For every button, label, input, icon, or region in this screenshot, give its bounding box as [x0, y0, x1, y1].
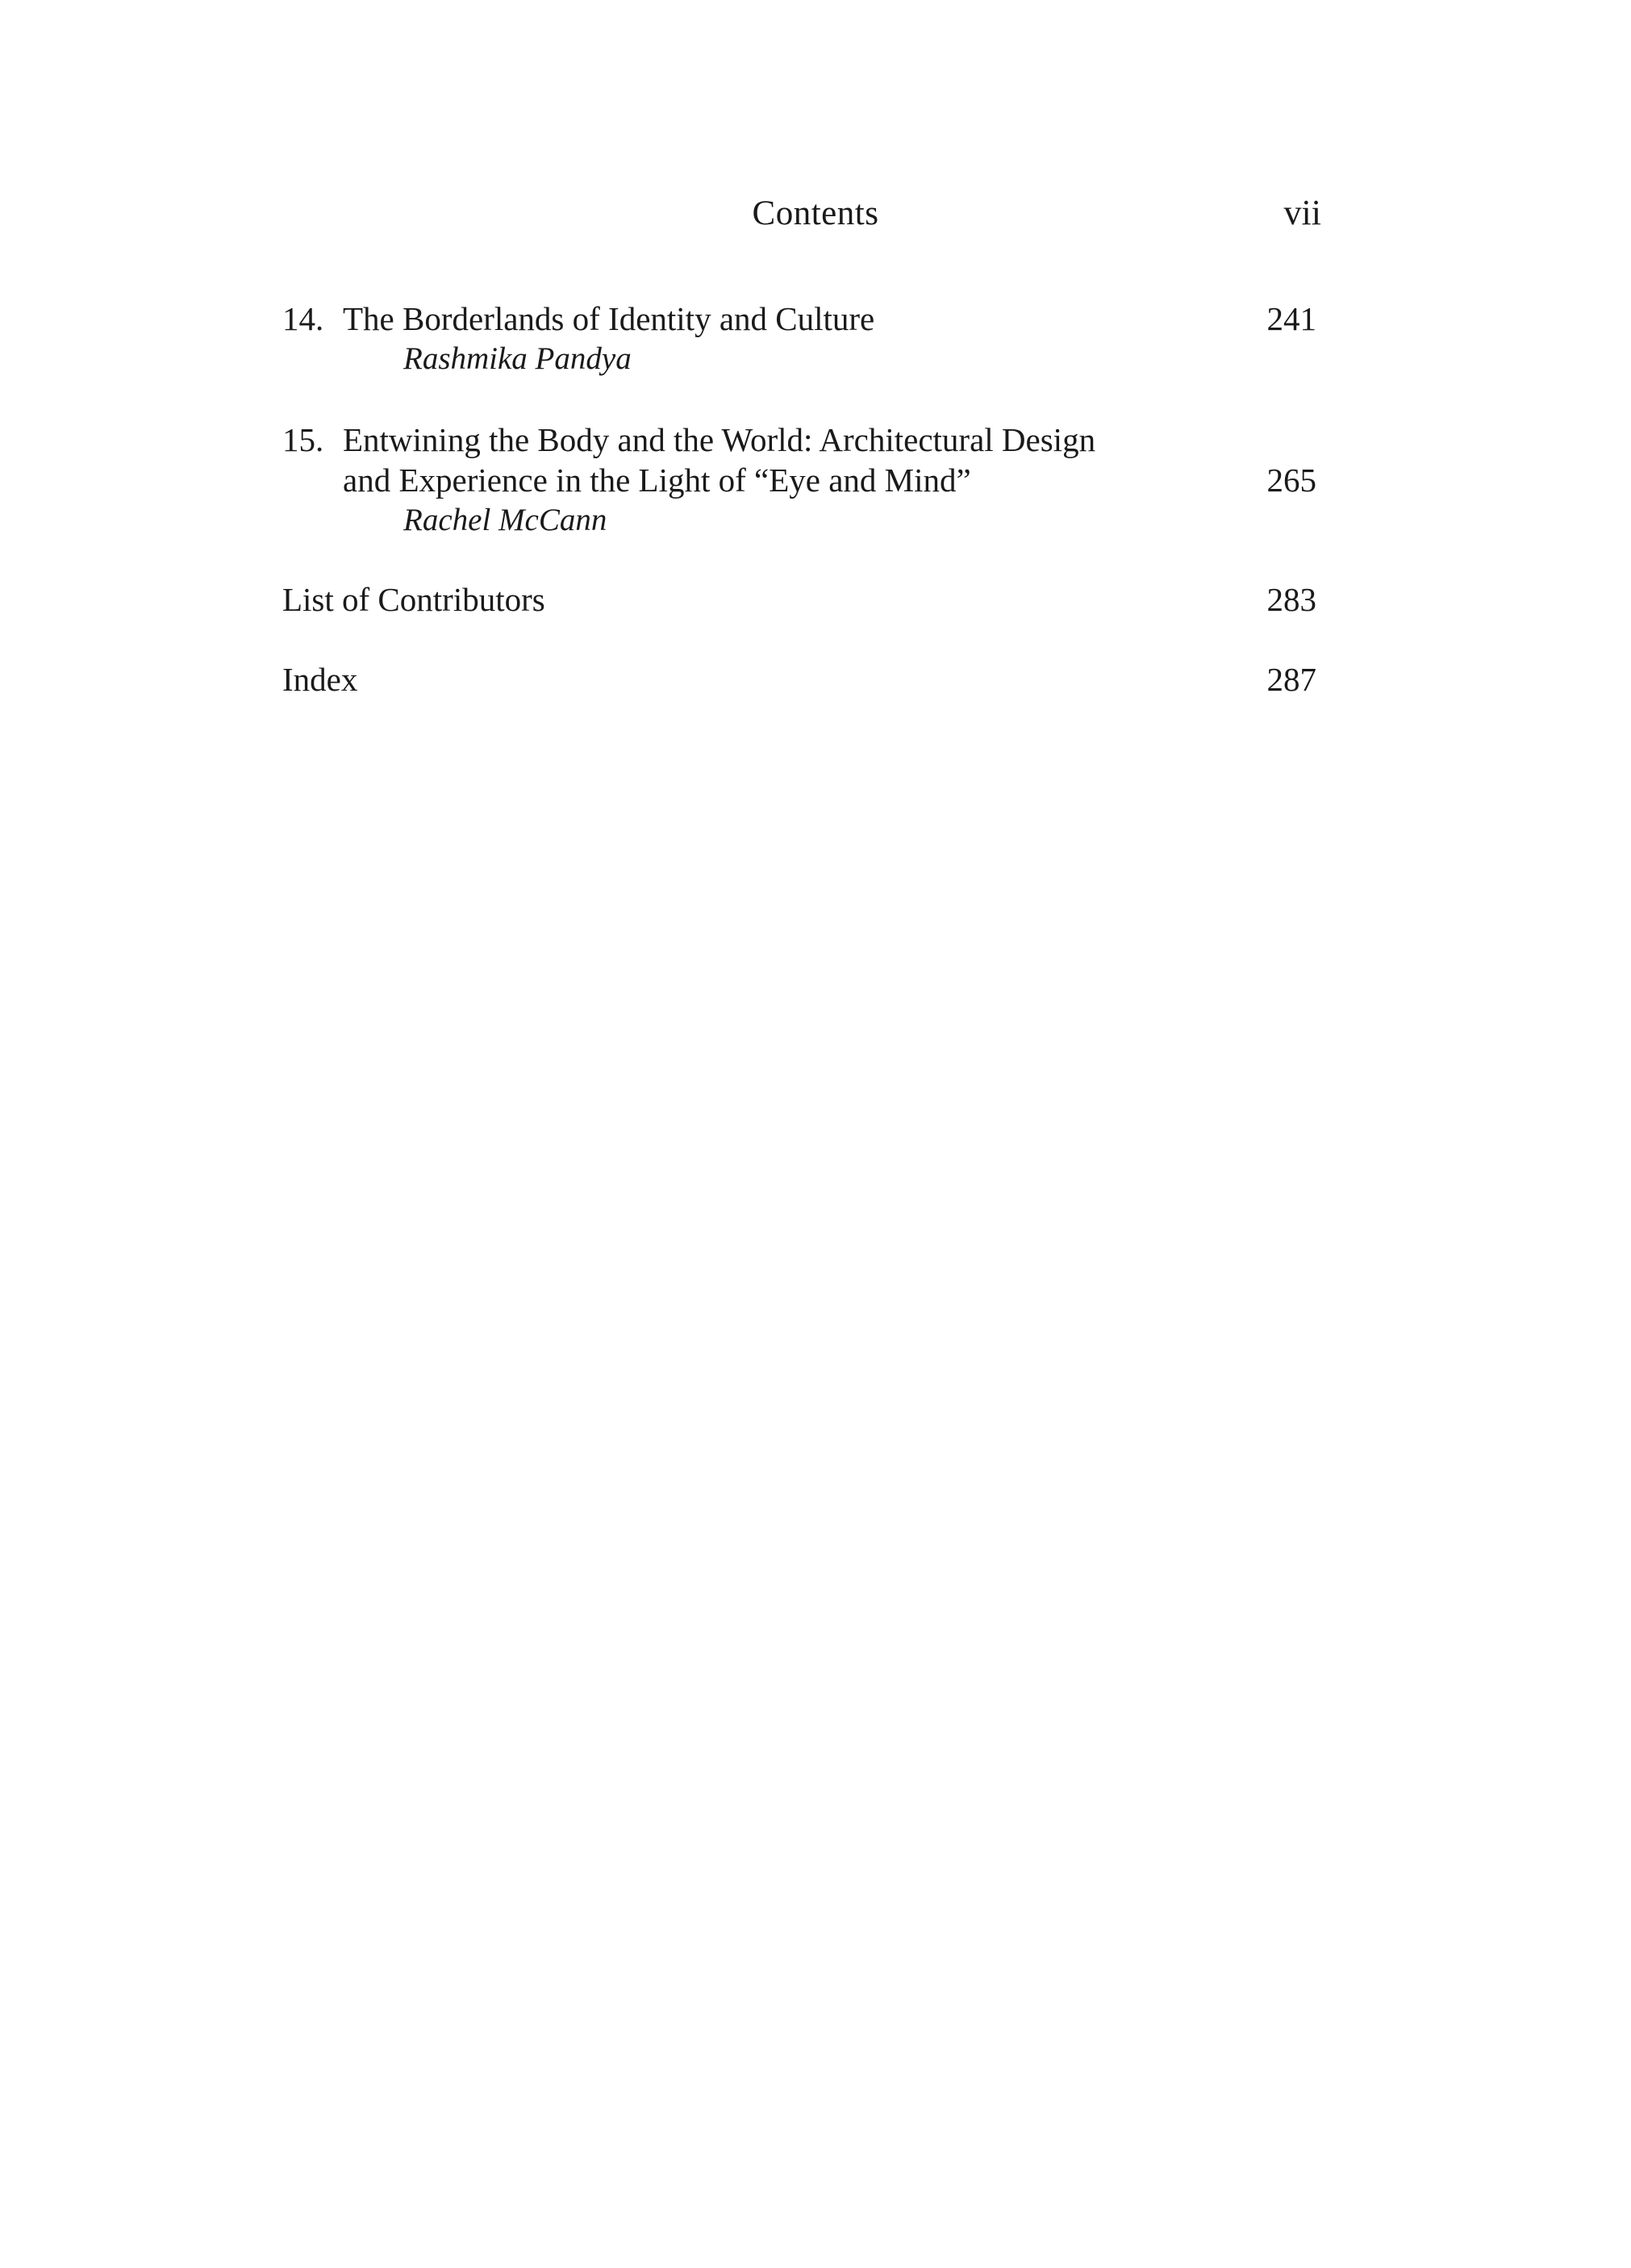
section-page-number: 287 [1266, 661, 1316, 698]
toc-entry-chapter-15 [282, 420, 1316, 541]
chapter-page-number: 265 [1266, 462, 1316, 499]
chapter-number: 14. [282, 300, 324, 337]
toc-entry-contributors [282, 579, 1316, 620]
table-of-contents [282, 299, 1316, 739]
chapter-title-line: Entwining the Body and the World: Architectural Design [343, 421, 1096, 458]
chapter-title [343, 299, 1166, 339]
toc-entry-index [282, 659, 1316, 700]
page-header [0, 194, 1631, 250]
page-number: vii [1283, 193, 1321, 232]
chapter-title [343, 420, 1166, 500]
chapter-author: Rachel McCann [403, 503, 607, 537]
chapter-title-line: and Experience in the Light of “Eye and Mind” [343, 462, 971, 499]
toc-entry-chapter-14 [282, 299, 1316, 379]
chapter-number: 15. [282, 421, 324, 458]
section-title: Index [282, 661, 358, 698]
chapter-page-number: 241 [1266, 300, 1316, 337]
running-head: Contents [752, 194, 879, 232]
section-title: List of Contributors [282, 581, 545, 618]
section-page-number: 283 [1266, 581, 1316, 618]
chapter-title-line: The Borderlands of Identity and Culture [343, 300, 875, 337]
chapter-author: Rashmika Pandya [403, 341, 632, 376]
